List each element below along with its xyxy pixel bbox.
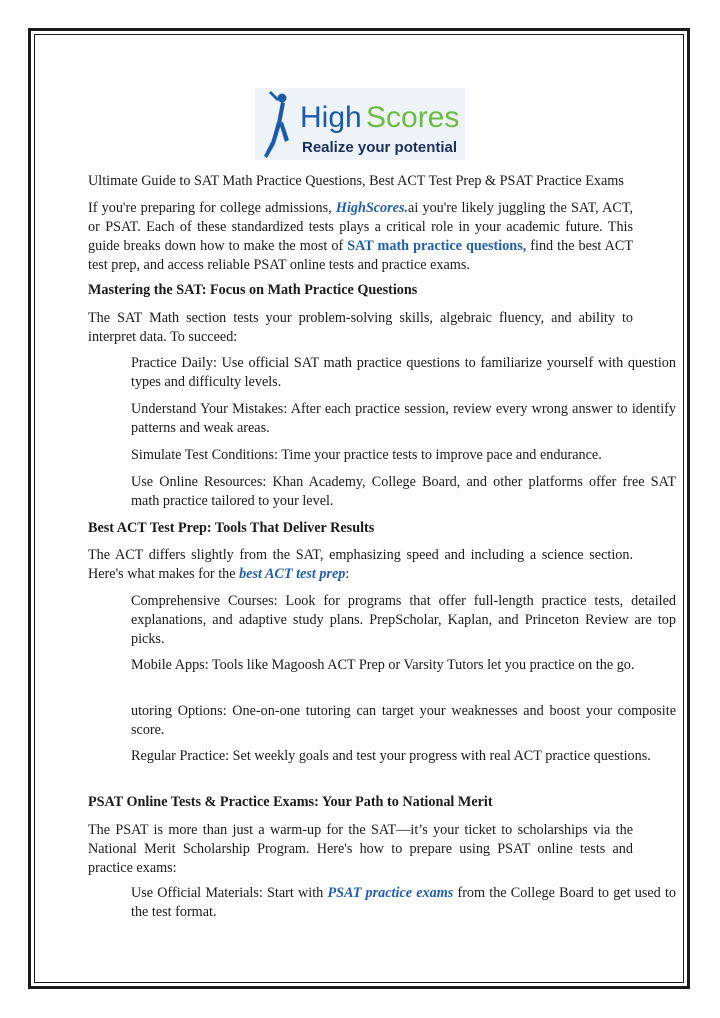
sat-heading: Mastering the SAT: Focus on Math Practice Questions: [88, 282, 418, 298]
psat-lead-paragraph: The PSAT is more than just a warm-up for the SAT—it’s your ticket to scholarships via the National Merit Scholarship Program. Here's how to prepare using PSAT online tests and practice exams:: [88, 822, 633, 876]
act-list-item: Regular Practice: Set weekly goals and test your progress with real ACT practice questions.: [131, 748, 651, 764]
act-lead-text: The ACT differs slightly from the SAT, emphasizing speed and including a science section. Here's what makes for the: [88, 547, 633, 582]
psat-item-text-before: Use Official Materials: Start with: [131, 885, 328, 901]
intro-text-middle: ai you're likely juggling the SAT, ACT, or PSAT. Each of these standardized tests plays a critical role in your academic future. This guide breaks down how to make the most of: [88, 200, 634, 254]
act-list-item: Comprehensive Courses: Look for programs that offer full-length practice tests, detailed explanations, and adaptive study plans. PrepScholar, Kaplan, and Princeton Review are top picks.: [131, 593, 676, 647]
act-list-item: utoring Options: One-on-one tutoring can target your weaknesses and boost your composite score.: [131, 703, 676, 738]
intro-text-after: find the best ACT test prep, and access reliable PSAT online tests and practice exams.: [88, 238, 633, 273]
psat-heading: PSAT Online Tests & Practice Exams: Your Path to National Merit: [88, 794, 493, 810]
logo-wordmark-scores: Scores: [366, 101, 460, 134]
logo-graphic: [255, 88, 465, 160]
highscores-link[interactable]: HighScores.: [335, 200, 409, 216]
page-title: Ultimate Guide to SAT Math Practice Questions, Best ACT Test Prep & PSAT Practice Exams: [88, 173, 624, 189]
sat-list-item: Simulate Test Conditions: Time your practice tests to improve pace and endurance.: [131, 447, 602, 463]
act-lead-paragraph: [88, 546, 633, 584]
sat-list-item: Use Online Resources: Khan Academy, College Board, and other platforms offer free SAT math practice tailored to your level.: [131, 474, 676, 509]
psat-list-item: [88, 884, 676, 922]
act-lead-colon: :: [345, 566, 350, 582]
highscores-logo: [255, 88, 465, 160]
psat-practice-exams-link[interactable]: PSAT practice exams: [327, 885, 454, 901]
best-act-test-prep-link[interactable]: best ACT test prep: [239, 566, 346, 582]
act-list-item: Mobile Apps: Tools like Magoosh ACT Prep or Varsity Tutors let you practice on the go.: [131, 657, 635, 673]
sat-math-practice-link[interactable]: SAT math practice questions,: [347, 238, 527, 254]
intro-text-before: If you're preparing for college admissions,: [88, 200, 336, 216]
sat-list-item: Understand Your Mistakes: After each practice session, review every wrong answer to identify patterns and weak areas.: [131, 401, 676, 436]
sat-list-item: Practice Daily: Use official SAT math practice questions to familiarize yourself with question types and difficulty levels.: [131, 355, 676, 390]
psat-item-text-after: from the College Board to get used to the test format.: [131, 885, 676, 920]
sat-lead-paragraph: The SAT Math section tests your problem-solving skills, algebraic fluency, and ability to interpret data. To succeed:: [88, 310, 633, 345]
intro-paragraph: [88, 199, 633, 275]
logo-wordmark-high: High: [300, 101, 362, 134]
logo-tagline: Realize your potential: [302, 139, 458, 156]
act-heading: Best ACT Test Prep: Tools That Deliver Results: [88, 520, 375, 536]
